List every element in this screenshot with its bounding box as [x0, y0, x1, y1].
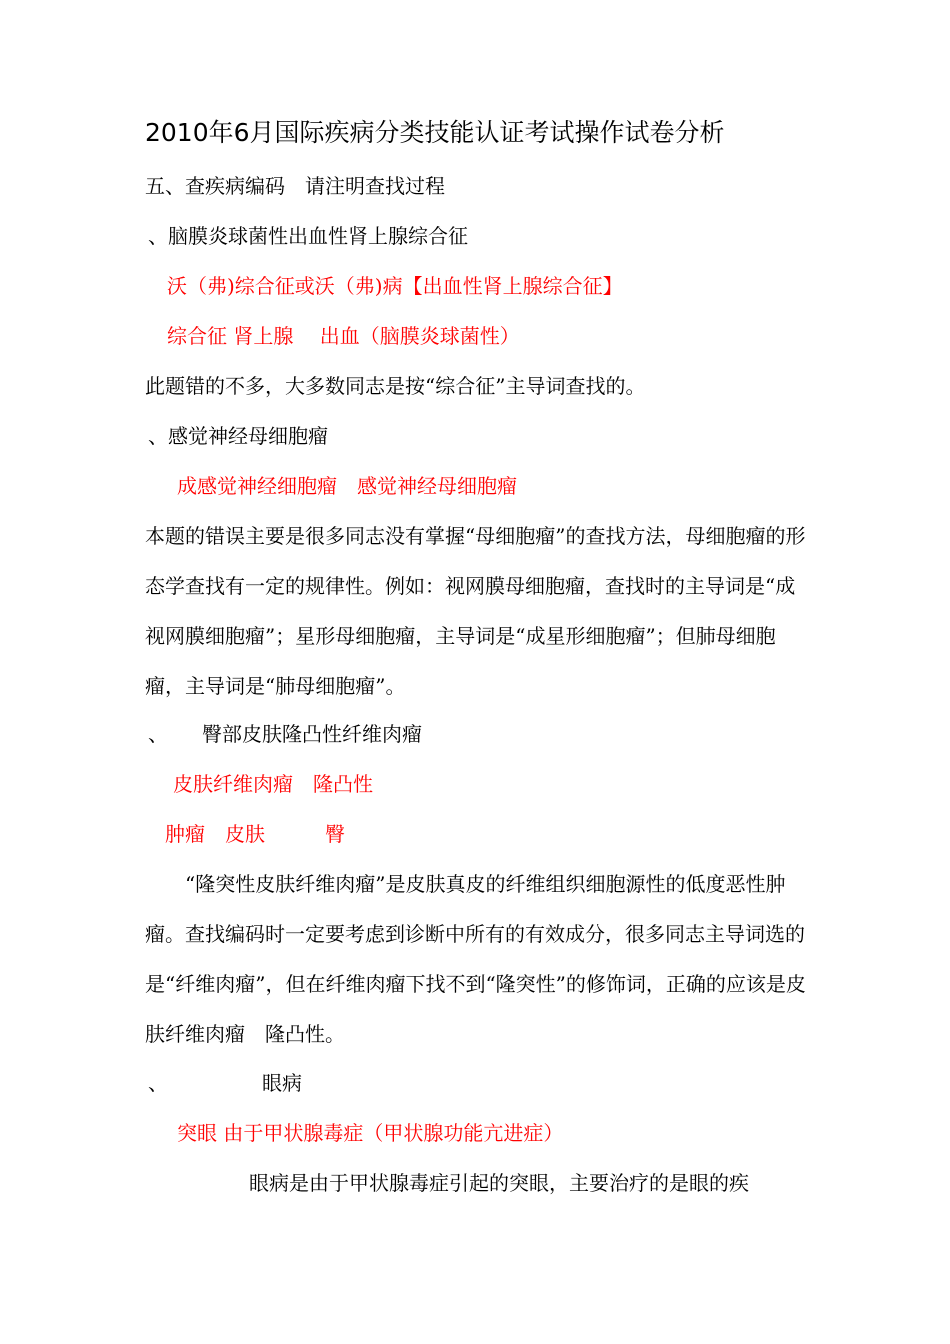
- question-3-lookup-path-2: 肿瘤 皮肤 臀: [165, 822, 345, 846]
- question-1-comment: 此题错的不多，大多数同志是按“综合征”主导词查找的。: [145, 374, 646, 398]
- question-1-lookup-path-1: 沃（弗)综合征或沃（弗)病【出血性肾上腺综合征】: [167, 274, 623, 298]
- question-4-comment: 眼病是由于甲状腺毒症引起的突眼，主要治疗的是眼的疾: [249, 1171, 749, 1195]
- question-4-item-prefix: 、: [148, 1071, 168, 1095]
- question-1-lookup-path-2: 综合征 肾上腺 出血（脑膜炎球菌性）: [167, 324, 520, 348]
- question-3-item: 臀部皮肤隆凸性纤维肉瘤: [202, 722, 422, 746]
- question-2-comment: 本题的错误主要是很多同志没有掌握“母细胞瘤”的查找方法，母细胞瘤的形态学查找有一定的规律性。例如：视网膜母细胞瘤，查找时的主导词是“成视网膜细胞瘤”；星形母细胞瘤，主导词是“成星形细胞瘤”；但肺母细胞瘤，主导词是“肺母细胞瘤”。: [145, 524, 806, 698]
- section-heading: 五、查疾病编码 请注明查找过程: [145, 174, 445, 198]
- question-3-lookup-path-1: 皮肤纤维肉瘤 隆凸性: [173, 772, 373, 796]
- question-3-comment: “隆突性皮肤纤维肉瘤”是皮肤真皮的纤维组织细胞源性的低度恶性肿瘤。查找编码时一定要考虑到诊断中所有的有效成分，很多同志主导词选的是“纤维肉瘤”，但在纤维肉瘤下找不到“隆突性”的修饰词，正确的应该是皮肤纤维肉瘤 隆凸性。: [145, 872, 806, 1046]
- question-1-item: 、脑膜炎球菌性出血性肾上腺综合征: [148, 224, 468, 248]
- question-4-item: 眼病: [262, 1071, 302, 1095]
- question-4-lookup-path-1: 突眼 由于甲状腺毒症（甲状腺功能亢进症）: [177, 1121, 564, 1145]
- question-2-lookup-path-1: 成感觉神经细胞瘤 感觉神经母细胞瘤: [177, 474, 517, 498]
- question-2-item: 、感觉神经母细胞瘤: [148, 424, 328, 448]
- document-title: 2010年6月国际疾病分类技能认证考试操作试卷分析: [145, 118, 725, 147]
- question-3-item-prefix: 、: [148, 722, 168, 746]
